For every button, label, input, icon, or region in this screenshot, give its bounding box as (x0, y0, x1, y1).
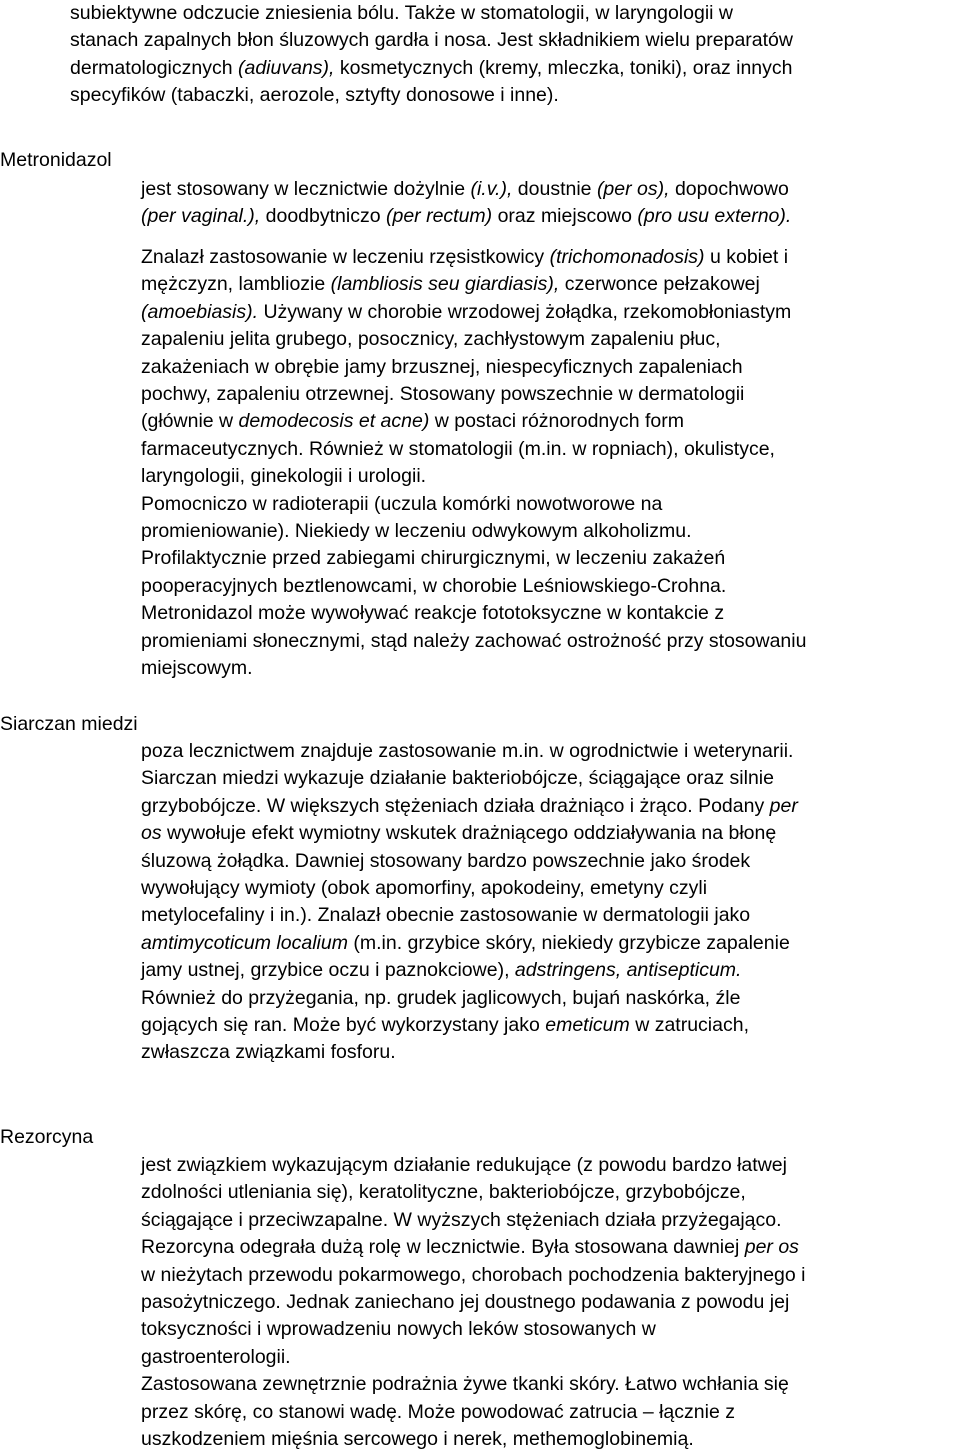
italic-term: (per vaginal.), (141, 205, 261, 228)
text-run: grzybobójcze. W większych stężeniach działa drażniąco i żrąco. Podany (141, 794, 770, 817)
text-line: metylocefaliny i in.). Znalazł obecnie zastosowanie w dermatologii jako (141, 904, 751, 927)
text-line: poza lecznictwem znajduje zastosowanie m.in. w ogrodnictwie i weterynarii. (141, 740, 794, 762)
text-run: gojących się ran. Może być wykorzystany jako (141, 1014, 546, 1037)
text-line: subiektywne odczucie zniesienia bólu. Także w stomatologii, w laryngologii w (70, 2, 733, 24)
italic-term: amtimycoticum localium (141, 931, 348, 954)
text-line: Profilaktycznie przed zabiegami chirurgicznymi, w leczeniu zakażeń (141, 547, 726, 570)
italic-term: (per os), (596, 178, 670, 200)
text-run: kosmetycznych (kremy, mleczka, toniki), oraz innych (334, 56, 793, 79)
term-siarczan-miedzi: Siarczan miedzi (0, 713, 138, 735)
text-run: Rezorcyna odegrała dużą rolę w lecznictwie. Była stosowana dawniej (141, 1236, 745, 1259)
text-line (141, 1234, 960, 1261)
text-line: Metronidazol może wywoływać reakcje fototoksyczne w kontakcie z (141, 602, 725, 625)
text-line: miejscowym. (141, 657, 253, 680)
italic-term: (pro usu externo). (637, 205, 792, 228)
text-run: jest stosowany w lecznictwie dożylnie (141, 178, 471, 200)
italic-term: (trichomonadosis) (549, 246, 705, 268)
text-line: zakażeniach w obrębie jamy brzusznej, niespecyficznych zapaleniach (141, 355, 743, 378)
text-run: doodbytniczo (260, 205, 386, 228)
text-run: dermatologicznych (70, 56, 238, 79)
text-line (141, 820, 960, 847)
text-run: Znalazł zastosowanie w leczeniu rzęsistkowicy (141, 246, 550, 268)
text-line: promieniowanie). Niekiedy w leczeniu odwykowym alkoholizmu. (141, 520, 692, 543)
text-line: Pomocniczo w radioterapii (uczula komórki nowotworowe na (141, 492, 663, 515)
italic-term: (amoebiasis). (141, 300, 259, 323)
text-run: mężczyzn, lambliozie (141, 273, 331, 296)
text-line (141, 957, 960, 984)
text-line: specyfików (tabaczki, aerozole, sztyfty donosowe i inne). (70, 84, 559, 107)
italic-term: (per rectum) (385, 205, 493, 228)
text-line: Również do przyżegania, np. grudek jaglicowych, bujań naskórka, źle (141, 986, 741, 1009)
text-line (141, 408, 960, 435)
italic-term: (i.v.), (470, 178, 513, 200)
metronidazol-uses (141, 244, 960, 683)
text-run: wywołuje efekt wymiotny wskutek drażniącego oddziaływania na błonę (161, 822, 777, 845)
text-line (141, 176, 960, 203)
text-line: ściągające i przeciwzapalne. W wyższych stężeniach działa przyżegająco. (141, 1208, 782, 1231)
italic-term: (adiuvans), (238, 56, 335, 79)
metronidazol-administration (141, 176, 960, 231)
text-run: jamy ustnej, grzybice oczu i paznokciowe), (141, 959, 515, 982)
text-line: zapaleniu jelita grubego, posocznicy, zachłystowym zapaleniu płuc, (141, 328, 721, 351)
text-line: zdolności utleniania się), keratolityczne, bakteriobójcze, grzybobójcze, (141, 1181, 746, 1204)
rezorcyna-description (141, 1152, 960, 1453)
text-run: czerwonce pełzakowej (559, 273, 760, 296)
text-line: laryngologii, ginekologii i urologii. (141, 465, 427, 488)
text-line: promieniami słonecznymi, stąd należy zachować ostrożność przy stosowaniu (141, 629, 807, 652)
text-line: pooperacyjnych beztlenowcami, w chorobie Leśniowskiego-Crohna. (141, 574, 727, 597)
text-line: wywołujący wymioty (obok apomorfiny, apokodeiny, emetyny czyli (141, 877, 708, 900)
term-metronidazol: Metronidazol (0, 149, 112, 171)
text-run: oraz miejscowo (492, 205, 638, 228)
text-line (141, 203, 960, 230)
text-line (141, 244, 960, 271)
text-line: toksyczności i wprowadzeniu nowych leków stosowanych w (141, 1318, 656, 1341)
text-line: Zastosowana zewnętrznie podrażnia żywe tkanki skóry. Łatwo wchłania się (141, 1373, 789, 1396)
text-line (141, 930, 960, 957)
italic-term: demodecosis et acne) (238, 410, 430, 433)
text-line: przez skórę, co stanowi wadę. Może powodować zatrucia – łącznie z (141, 1400, 735, 1423)
intro-paragraph (70, 0, 960, 110)
text-run: (głównie w (141, 410, 239, 433)
text-run: u kobiet i (704, 246, 789, 268)
italic-term: os (141, 822, 162, 845)
text-line: zwłaszcza związkami fosforu. (141, 1041, 396, 1064)
italic-term: adstringens, antisepticum. (514, 959, 742, 982)
text-line: pochwy, zapaleniu otrzewnej. Stosowany powszechnie w dermatologii (141, 383, 745, 406)
text-line: farmaceutycznych. Również w stomatologii (m.in. w ropniach), okulistyce, (141, 437, 775, 460)
text-run: doustnie (512, 178, 597, 200)
text-line (141, 1012, 960, 1039)
text-run: dopochwowo (669, 178, 789, 200)
text-line: uszkodzeniem mięśnia sercowego i nerek, methemoglobinemią. (141, 1428, 694, 1451)
italic-term: per (769, 794, 798, 817)
text-line: gastroenterologii. (141, 1345, 291, 1368)
text-line (141, 793, 960, 820)
text-run: (m.in. grzybice skóry, niekiedy grzybicze zapalenie (347, 931, 790, 954)
term-rezorcyna: Rezorcyna (0, 1126, 94, 1148)
text-line: w nieżytach przewodu pokarmowego, chorobach pochodzenia bakteryjnego i (141, 1263, 806, 1286)
siarczan-miedzi-description (141, 738, 960, 1067)
text-line (141, 299, 960, 326)
italic-term: (lambliosis seu giardiasis), (330, 273, 560, 296)
text-line: pasożytniczego. Jednak zaniechano jej doustnego podawania z powodu jej (141, 1291, 790, 1314)
text-line: jest związkiem wykazującym działanie redukujące (z powodu bardzo łatwej (141, 1154, 787, 1176)
text-line: Siarczan miedzi wykazuje działanie bakteriobójcze, ściągające oraz silnie (141, 767, 774, 790)
text-run: w zatruciach, (629, 1014, 749, 1037)
text-line (141, 271, 960, 298)
text-run: Używany w chorobie wrzodowej żołądka, rzekomobłoniastym (258, 300, 792, 323)
text-line (70, 55, 960, 82)
text-run: w postaci różnorodnych form (429, 410, 685, 433)
text-line: stanach zapalnych błon śluzowych gardła i nosa. Jest składnikiem wielu preparatów (70, 29, 793, 52)
italic-term: emeticum (545, 1014, 630, 1037)
italic-term: per os (744, 1236, 799, 1259)
text-line: śluzową żołądka. Dawniej stosowany bardzo powszechnie jako środek (141, 849, 751, 872)
